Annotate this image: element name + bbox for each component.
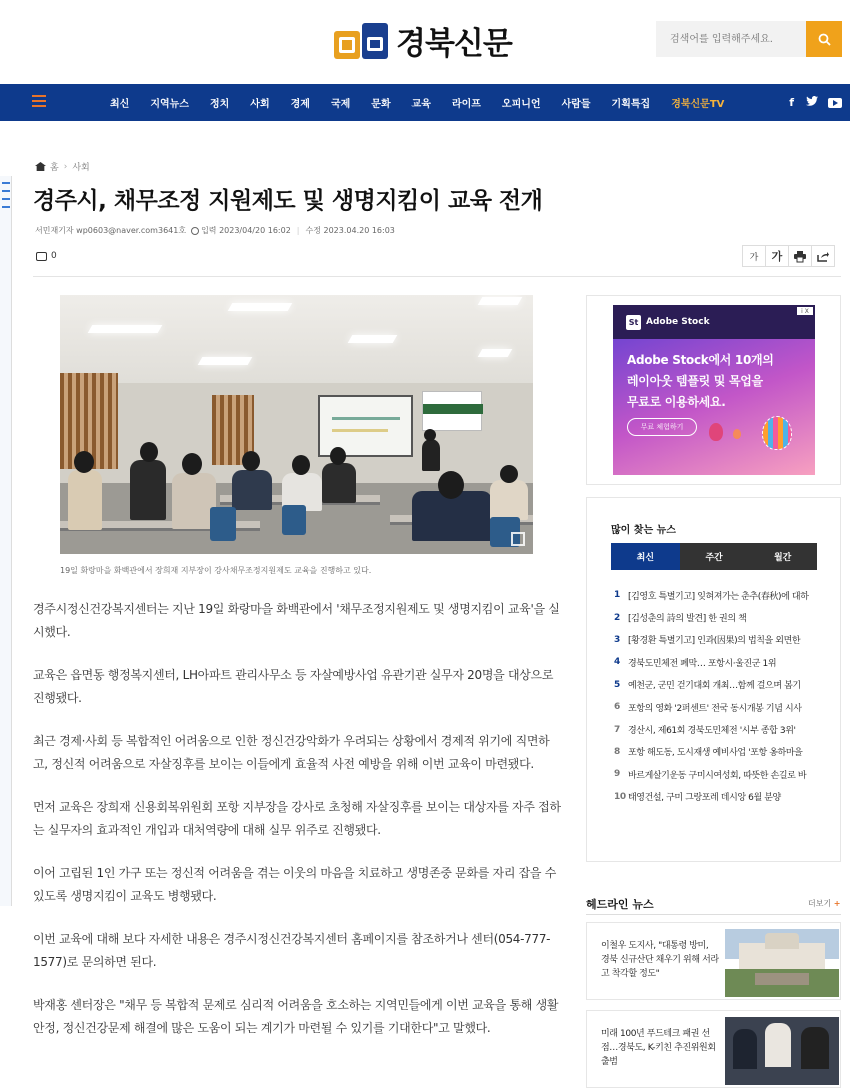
facebook-icon[interactable]: f (789, 96, 794, 109)
search-bar (656, 21, 842, 57)
headline-news-title: 헤드라인 뉴스 (586, 898, 654, 911)
article-paragraph: 먼저 교육은 장희재 신용회복위원회 포항 지부장을 강사로 초청해 자살징후를 보이는 대상자를 자주 접하는 실무자의 효과적인 개입과 대처역량에 대해 실무 위주로 진행됐다. (33, 800, 561, 837)
logo-text: 경북신문 (396, 26, 512, 62)
more-link[interactable]: 더보기 + (808, 899, 841, 908)
headline-divider (586, 914, 841, 915)
rank-number: 9 (614, 769, 620, 780)
breadcrumb (35, 160, 90, 173)
article-paragraph: 최근 경제·사회 등 복합적인 어려움으로 인한 정신건강악화가 우려되는 상황에서 경제적 위기에 직면하고, 정신적 어려움으로 자살징후를 보이는 이들에게 효율적 사전 예방을 위해 이번 교육이 마련됐다. (33, 734, 550, 771)
modified-time: 수정 2023.04.20 16:03 (305, 226, 395, 235)
meta-divider: | (296, 226, 300, 235)
headline-card-image (725, 1017, 839, 1085)
article-paragraph: 박재홍 센터장은 "채무 등 복합적 문제로 심리적 어려움을 호소하는 지역민들에게 이번 교육을 통해 생활안정, 정신건강문제 해결에 많은 도움이 되는 계기가 마련될 수 있기를 기대한다"고 말했다. (33, 998, 559, 1035)
left-edge-banner[interactable] (0, 176, 12, 906)
photo-caption: 19일 화랑마을 화백관에서 장희재 지부장이 강사채무조정지원제도 교육을 진행하고 있다. (60, 566, 372, 575)
rank-number: 10 (614, 791, 626, 802)
nav-item-culture[interactable]: 문화 (371, 99, 391, 110)
rank-number: 5 (614, 679, 620, 690)
list-item[interactable]: 8 포항 해도동, 도시재생 예비사업 '포항 옹하마을 (614, 746, 803, 759)
nav-item-tv[interactable]: 경북신문TV (671, 99, 725, 110)
ad-line-1: Adobe Stock에서 10개의 (627, 353, 774, 367)
reporter: 서민재기자 wp0603@naver.com3641호 (35, 226, 187, 235)
list-item[interactable]: 9 바르게살기운동 구미시여성회, 따뜻한 손길로 바 (614, 769, 807, 781)
nav-item-local[interactable]: 지역뉴스 (150, 99, 189, 110)
list-item[interactable]: 10 태영건설, 구미 그랑포레 데시앙 6월 분양 (614, 791, 781, 804)
headline-card[interactable] (586, 922, 841, 1000)
nav-item-world[interactable]: 국제 (330, 99, 351, 110)
nav-item-latest[interactable]: 최신 (110, 99, 130, 110)
comment-icon (36, 252, 47, 261)
article-body (33, 598, 561, 1060)
ad-cta-button[interactable]: 무료 체험하기 (627, 418, 697, 436)
tab-latest[interactable]: 최신 (611, 543, 680, 570)
article-paragraph: 교육은 읍면동 행정복지센터, LH아파트 관리사무소 등 자살예방사업 유관기관 실무자 20명을 대상으로 진행됐다. (33, 668, 554, 705)
list-item[interactable]: 5 예천군, 군민 걷기대회 개최…함께 걸으며 봄기 (614, 679, 801, 692)
ad-choices-icon[interactable]: i X (797, 307, 813, 315)
home-icon[interactable] (35, 162, 46, 171)
list-item[interactable]: 6 포항의 영화 '2퍼센트' 전국 동시개봉 기념 시사 (614, 702, 802, 714)
social-links (777, 96, 842, 109)
search-icon (818, 33, 831, 46)
headline-card-image (725, 929, 839, 997)
print-icon (794, 251, 806, 262)
nav-items (110, 84, 745, 121)
balloon-icon (733, 429, 741, 439)
main-nav (0, 84, 850, 121)
article-photo[interactable] (60, 295, 533, 554)
font-decrease-button[interactable]: 가 (742, 245, 766, 267)
nav-item-politics[interactable]: 정치 (209, 99, 230, 110)
list-item[interactable]: 1 [김영호 특별기고] 잊혀져가는 춘추(春秋)에 대하 (614, 590, 809, 602)
rank-number: 8 (614, 746, 620, 757)
popular-tabs (611, 543, 817, 570)
list-item[interactable]: 4 경북도민체전 폐막… 포항시·울진군 1위 (614, 657, 777, 669)
youtube-icon[interactable] (828, 98, 842, 108)
balloon-icon (709, 423, 723, 441)
ad-line-2: 레이아웃 템플릿 및 목업을 (627, 374, 763, 388)
print-button[interactable] (788, 245, 812, 267)
nav-item-life[interactable]: 라이프 (451, 99, 481, 110)
popular-news-title: 많이 찾는 뉴스 (611, 525, 676, 536)
fullscreen-icon[interactable] (511, 532, 525, 546)
headline-card-text: 미래 100년 푸드테크 패권 선점…경북도, K-키친 추진위원회 출범 (601, 1029, 716, 1067)
logo-mark-icon (334, 21, 390, 61)
breadcrumb-section[interactable]: 사회 (72, 163, 90, 173)
ad-line-3: 무료로 이용하세요. (627, 395, 726, 409)
rank-number: 7 (614, 724, 620, 735)
site-header (0, 0, 850, 84)
adobe-stock-ad[interactable] (613, 305, 815, 475)
published-time: 입력 2023/04/20 16:02 (201, 226, 291, 235)
list-item[interactable]: 7 경산시, 제61회 경북도민체전 '시부 종합 3위' (614, 724, 796, 737)
comment-link[interactable] (36, 251, 57, 261)
nav-item-opinion[interactable]: 오피니언 (501, 99, 541, 110)
nav-item-special[interactable]: 기획특집 (611, 99, 651, 110)
comment-count: 0 (51, 251, 57, 261)
article-paragraph: 경주시정신건강복지센터는 지난 19일 화랑마을 화백관에서 '채무조정지원제도 및 생명지킴이 교육'을 실시했다. (33, 602, 560, 639)
menu-icon[interactable] (32, 95, 46, 107)
list-item[interactable]: 2 [김성춘의 詩의 발견] 한 권의 책 (614, 612, 747, 625)
rank-number: 4 (614, 657, 620, 668)
article-meta (35, 225, 395, 236)
list-item[interactable]: 3 [황경환 특별기고] 인과(因果)의 법칙을 외면한 (614, 634, 801, 647)
nav-item-economy[interactable]: 경제 (290, 99, 310, 110)
breadcrumb-home[interactable]: 홈 (50, 163, 59, 173)
share-icon (817, 251, 829, 262)
tab-monthly[interactable]: 월간 (748, 543, 817, 570)
clock-icon (191, 227, 199, 235)
rank-number: 6 (614, 702, 620, 713)
headline-card-text: 이철우 도지사, "대통령 방미, 경북 신규산단 채우기 위해 서라고 착각할 정도" (601, 941, 719, 979)
header-divider (33, 276, 841, 277)
ad-header (613, 305, 815, 339)
popular-list (614, 584, 824, 808)
chevron-right-icon: › (63, 161, 68, 172)
tab-weekly[interactable]: 주간 (680, 543, 749, 570)
article-paragraph: 이번 교육에 대해 보다 자세한 내용은 경주시정신건강복지센터 홈페이지를 참조하거나 센터(054-777-1577)로 문의하면 된다. (33, 932, 551, 969)
ad-brand: Adobe Stock (646, 317, 710, 327)
nav-item-education[interactable]: 교육 (411, 99, 431, 110)
font-increase-button[interactable]: 가 (765, 245, 789, 267)
article-tools (743, 245, 835, 267)
rank-number: 1 (614, 590, 620, 601)
balloon-icon (763, 417, 791, 449)
article-title: 경주시, 채무조정 지원제도 및 생명지킴이 교육 전개 (33, 188, 543, 214)
nav-item-people[interactable]: 사람들 (561, 99, 591, 110)
nav-item-society[interactable]: 사회 (250, 99, 270, 110)
article-paragraph: 이어 고립된 1인 가구 또는 정신적 어려움을 겪는 이웃의 마음을 치료하고 생명존중 문화를 자리 잡을 수 있도록 생명지킴이 교육도 병행됐다. (33, 866, 557, 903)
adobe-stock-logo: St (626, 315, 641, 330)
site-logo[interactable] (334, 18, 512, 63)
rank-number: 2 (614, 612, 620, 623)
search-button[interactable] (806, 21, 842, 57)
plus-icon: + (833, 899, 841, 908)
rank-number: 3 (614, 634, 620, 645)
twitter-icon[interactable] (806, 96, 818, 109)
share-button[interactable] (811, 245, 835, 267)
headline-card[interactable] (586, 1010, 841, 1088)
search-input[interactable] (656, 21, 806, 57)
